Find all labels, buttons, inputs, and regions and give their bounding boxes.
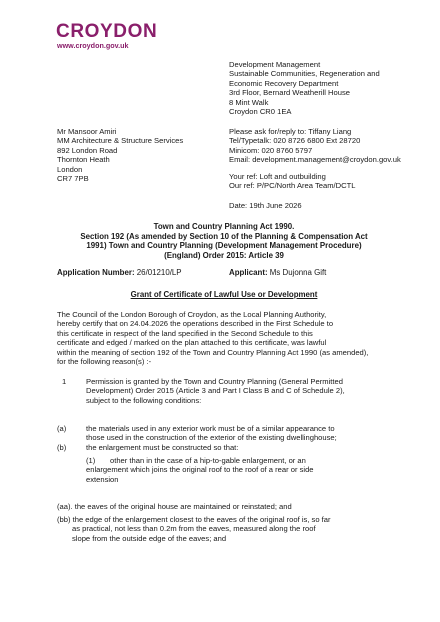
department-line: 8 Mint Walk	[229, 97, 269, 107]
condition-b-sub-continuation	[86, 465, 314, 484]
our-reference: Our ref: P/PC/North Area Team/DCTL	[229, 181, 356, 191]
paragraph-line: for the following reason(s) :-	[57, 357, 152, 367]
paragraph-line: hereby certify that on 24.04.2026 the operations described in the First Schedule to	[57, 319, 334, 329]
grant-title	[56, 290, 392, 300]
contact-minicom: Minicom: 020 8760 5797	[229, 145, 313, 155]
recipient-line: Mr Mansoor Amiri	[57, 127, 117, 136]
condition-b-sub-text	[110, 456, 306, 465]
department-line: Croydon CR0 1EA	[229, 107, 292, 117]
applicant-label: Applicant:	[229, 268, 268, 277]
application-number-label: Application Number:	[57, 268, 135, 277]
department-line: Economic Recovery Department	[229, 78, 339, 88]
condition-a-label: (a)	[57, 424, 67, 433]
condition-line: other than in the case of a hip-to-gable enlargement, or an	[110, 456, 306, 465]
recipient-line: 892 London Road	[57, 145, 118, 155]
department-address	[229, 60, 380, 116]
department-line: 3rd Floor, Bernard Weatherill House	[229, 88, 350, 98]
reason-line: Development) Order 2015 (Article 3 and Part I Class B and C of Schedule 2),	[86, 386, 345, 396]
condition-bb-first-line: (bb) the edge of the enlargement closest to the eaves of the original roof is, so far	[57, 515, 331, 524]
paragraph-line: The Council of the London Borough of Croydon, as the Local Planning Authority,	[57, 310, 327, 319]
department-line: Sustainable Communities, Regeneration and	[229, 69, 380, 79]
heading-line: Town and Country Planning Act 1990.	[153, 222, 295, 231]
paragraph-line: within the meaning of section 192 of the Town and Country Planning Act 1990 (as amended),	[57, 347, 369, 357]
legislation-heading	[56, 222, 392, 260]
application-number-value: 26/01210/LP	[136, 268, 182, 277]
recipient-line: MM Architecture & Structure Services	[57, 136, 184, 146]
condition-line: extension	[86, 474, 119, 484]
heading-line: (England) Order 2015: Article 39	[164, 250, 284, 260]
department-line: Development Management	[229, 60, 321, 69]
applicant-value: Ms Dujonna Gift	[269, 268, 327, 277]
condition-line: enlargement which joins the original roof to the roof of a rear or side	[86, 465, 314, 475]
council-website-url[interactable]: www.croydon.gov.uk	[57, 41, 129, 50]
condition-bb-text	[72, 524, 316, 543]
your-reference: Your ref: Loft and outbuilding	[229, 172, 326, 181]
references	[229, 172, 355, 191]
condition-a-text	[86, 424, 337, 443]
reason-text	[86, 377, 345, 405]
recipient-line: London	[57, 164, 83, 174]
recipient-address	[57, 127, 183, 183]
condition-line: slope from the outside edge of the eaves; and	[72, 533, 227, 543]
paragraph-line: certificate and edged / marked on the plan attached to this certificate, was lawful	[57, 338, 327, 348]
recipient-line: Thornton Heath	[57, 155, 110, 165]
contact-details	[229, 127, 401, 165]
paragraph-line: this certificate in respect of the land specified in the Second Schedule to this	[57, 328, 313, 338]
heading-line: Section 192 (As amended by Section 10 of the Planning & Compensation Act	[80, 231, 368, 241]
reason-line: Permission is granted by the Town and Country Planning (General Permitted	[86, 377, 343, 386]
contact-person: Please ask for/reply to: Tiffany Liang	[229, 127, 352, 136]
condition-b-text: the enlargement must be constructed so that:	[86, 443, 239, 452]
contact-email[interactable]: Email: development.management@croydon.gov.uk	[229, 155, 401, 165]
condition-b-sub-label: (1)	[86, 456, 96, 465]
letter-date: Date: 19th June 2026	[229, 201, 302, 210]
certificate-paragraph	[57, 310, 393, 366]
condition-b-label: (b)	[57, 443, 67, 452]
contact-telephone: Tel/Typetalk: 020 8726 6800 Ext 28720	[229, 136, 361, 146]
heading-line: 1991) Town and Country Planning (Development Management Procedure)	[86, 241, 362, 251]
applicant	[229, 268, 326, 278]
recipient-line: CR7 7PB	[57, 174, 89, 184]
condition-aa: (aa). the eaves of the original house are maintained or reinstated; and	[57, 502, 292, 511]
council-logo-name: CROYDON	[56, 21, 158, 42]
condition-line: as practical, not less than 0.2m from the eaves, measured along the roof	[72, 524, 316, 534]
condition-line: those used in the construction of the exterior of the existing dwellinghouse;	[86, 433, 337, 443]
reason-line: subject to the following conditions:	[86, 395, 202, 405]
reason-number: 1	[62, 377, 67, 386]
grant-title-text: Grant of Certificate of Lawful Use or Development	[130, 290, 318, 299]
condition-line: the materials used in any exterior work must be of a similar appearance to	[86, 424, 335, 433]
application-number	[57, 268, 182, 278]
